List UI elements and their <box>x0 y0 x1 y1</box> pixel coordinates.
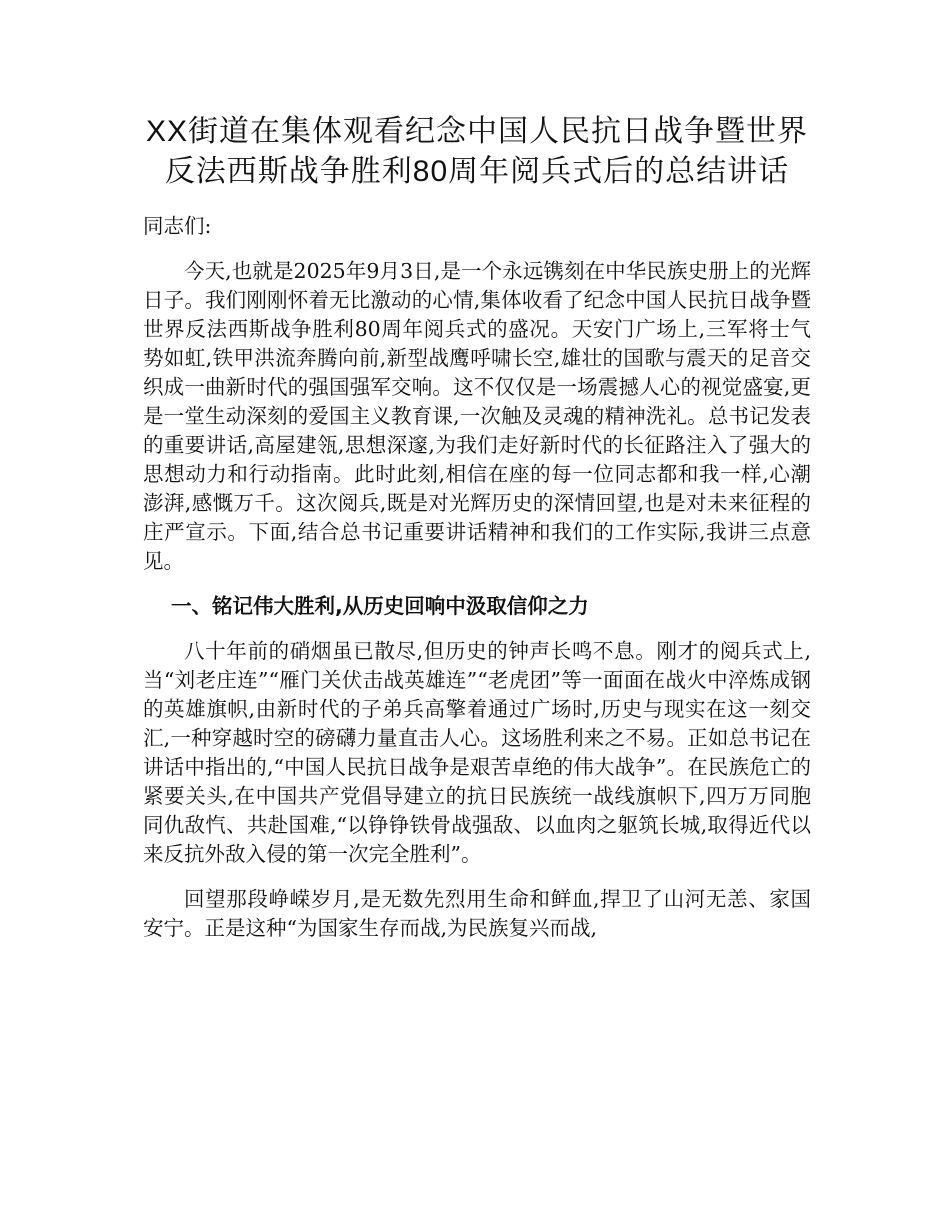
intro-paragraph: 今天,也就是2025年9月3日,是一个永远镌刻在中华民族史册上的光辉日子。我们刚刚怀着无比激动的心情,集体收看了纪念中国人民抗日战争暨世界反法西斯战争胜利80周年阅兵式的盛况。天安门广场上,三军将士气势如虹,铁甲洪流奔腾向前,新型战鹰呼啸长空,雄壮的国歌与震天的足音交织成一曲新时代的强国强军交响。这不仅仅是一场震撼人心的视觉盛宴,更是一堂生动深刻的爱国主义教育课,一次触及灵魂的精神洗礼。总书记发表的重要讲话,高屋建瓴,思想深邃,为我们走好新时代的长征路注入了强大的思想动力和行动指南。此时此刻,相信在座的每一位同志都和我一样,心潮澎湃,感慨万千。这次阅兵,既是对光辉历史的深情回望,也是对未来征程的庄严宣示。下面,结合总书记重要讲话精神和我们的工作实际,我讲三点意见。 <box>143 259 811 573</box>
salutation: 同志们: <box>143 214 212 238</box>
section1-paragraph: 八十年前的硝烟虽已散尽,但历史的钟声长鸣不息。刚才的阅兵式上,当“刘老庄连”“雁门关伏击战英雄连”“老虎团”等一面面在战火中淬炼成钢的英雄旗帜,由新时代的子弟兵高擎着通过广场时,历史与现实在这一刻交汇,一种穿越时空的磅礴力量直击人心。这场胜利来之不易。正如总书记在讲话中指出的,“中国人民抗日战争是艰苦卓绝的伟大战争”。在民族危亡的紧要关头,在中国共产党倡导建立的抗日民族统一战线旗帜下,四万万同胞同仇敌忾、共赴国难,“以铮铮铁骨战强敌、以血肉之躯筑长城,取得近代以来反抗外敌入侵的第一次完全胜利”。 <box>143 639 811 866</box>
document-title: XX街道在集体观看纪念中国人民抗日战争暨世界反法西斯战争胜利80周年阅兵式后的总结讲话 <box>145 115 809 188</box>
document-page <box>143 112 811 959</box>
section1-paragraph: 回望那段峥嵘岁月,是无数先烈用生命和鲜血,捍卫了山河无恙、家国安宁。正是这种“为国家生存而战,为民族复兴而战, <box>143 887 811 940</box>
section-heading-1: 一、铭记伟大胜利,从历史回响中汲取信仰之力 <box>171 594 589 618</box>
